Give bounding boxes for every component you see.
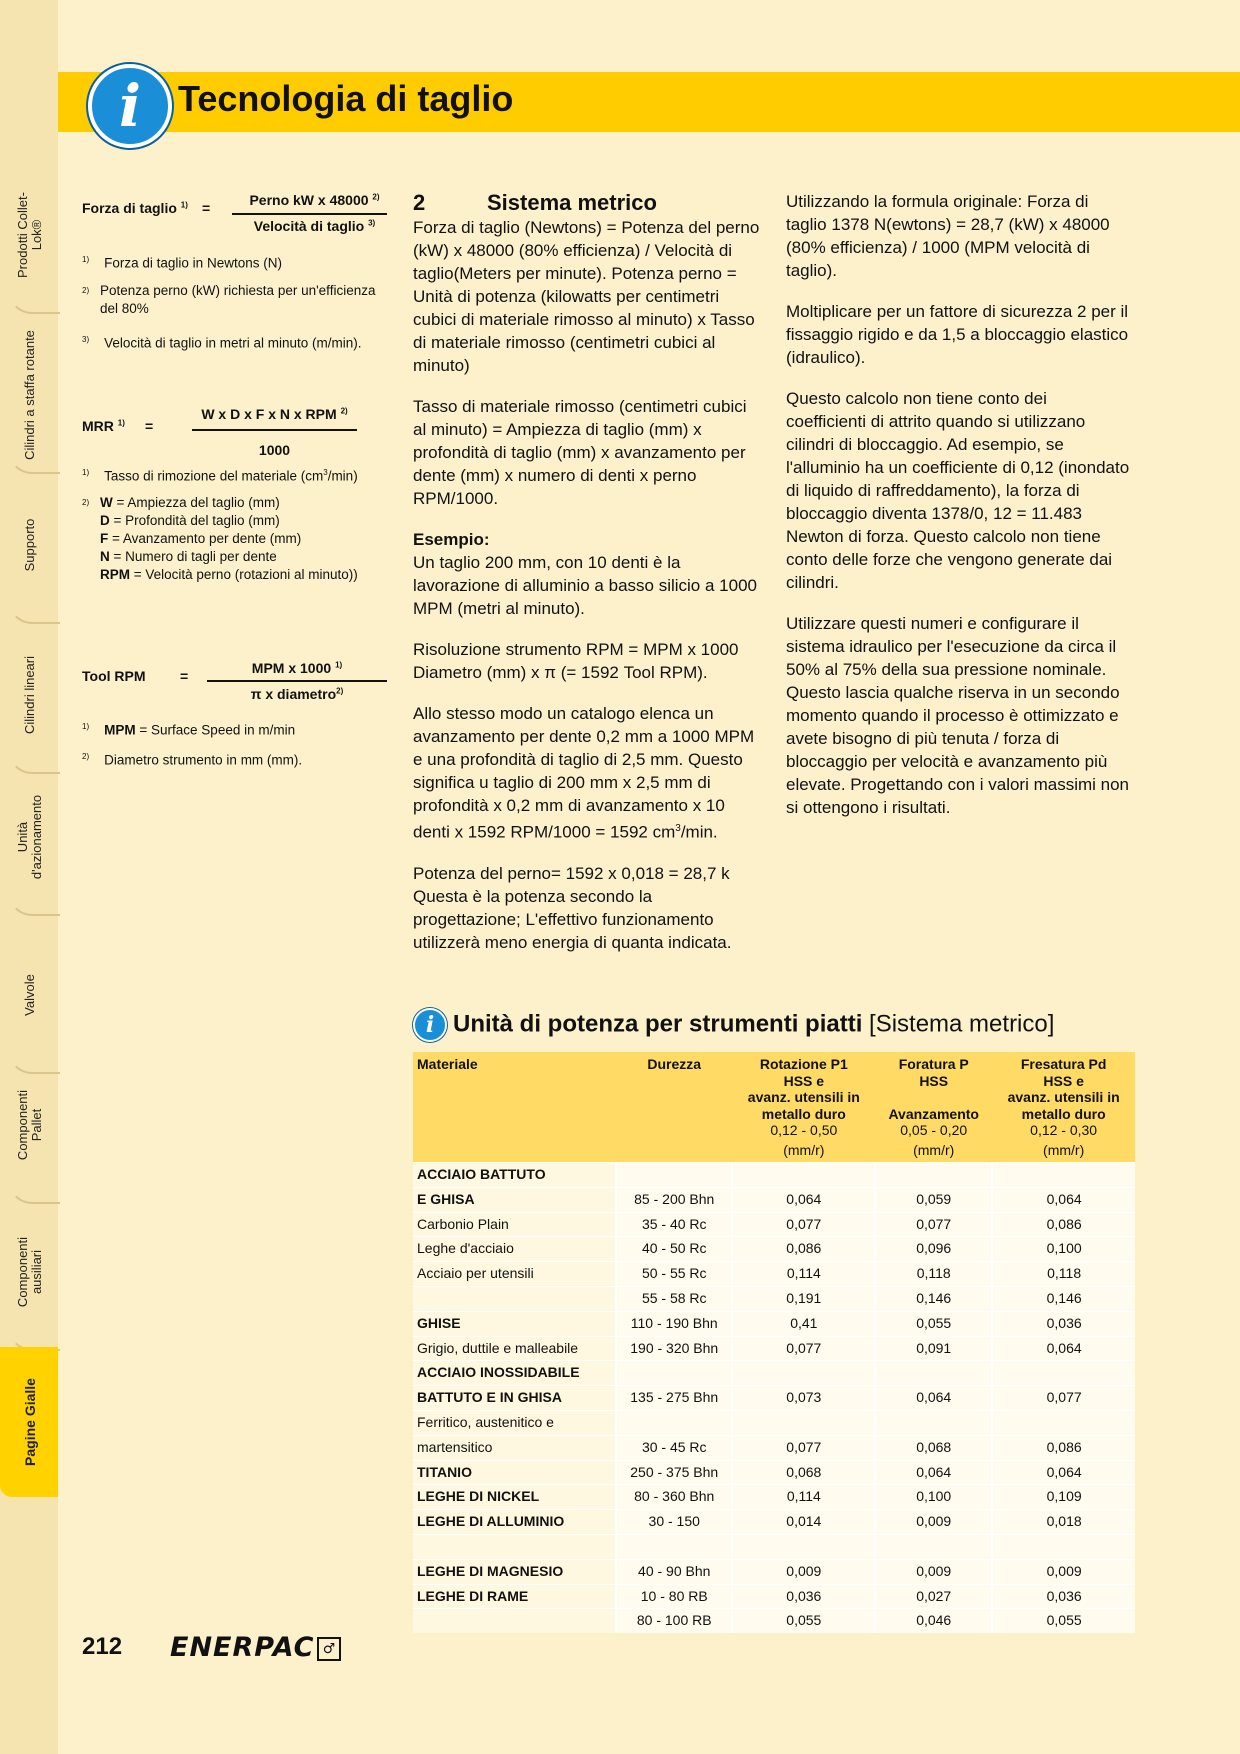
table-cell: 85 - 200 Bhn: [616, 1187, 732, 1212]
table-cell: 0,046: [875, 1609, 992, 1633]
table-cell: 30 - 45 Rc: [616, 1435, 732, 1460]
table-cell: [616, 1361, 732, 1386]
table-cell: 0,036: [992, 1584, 1135, 1609]
table-cell: [413, 1286, 616, 1311]
table-cell: 110 - 190 Bhn: [616, 1311, 732, 1336]
table-row: [413, 1435, 1135, 1460]
paragraph: Allo stesso modo un catalogo elenca un avanzamento per dente 0,2 mm a 1000 MPM e una profondità di taglio di 2,5 mm. Questo significa u taglio di 200 mm x 2,5 mm di profondità x 0,2 mm di avanzamento x 10 denti x 1592 RPM/1000 = 1592 $cm^3/\min$.: [413, 704, 755, 842]
table-row: [413, 1410, 1135, 1435]
table-row: [413, 1609, 1135, 1633]
table-cell: 0,100: [875, 1485, 992, 1510]
table-cell: 40 - 50 Rc: [616, 1237, 732, 1262]
sidebar-tab-cilindri-lineari[interactable]: [0, 620, 58, 770]
text-column-middle: [413, 190, 763, 972]
fraction-bar: [192, 429, 357, 431]
sidebar-tab-label: Prodotti Collet-Lok®: [15, 192, 44, 278]
table-cell: 40 - 90 Bhn: [616, 1559, 732, 1584]
table-cell: 0,077: [992, 1386, 1135, 1411]
table-cell: 0,073: [732, 1386, 875, 1411]
table-cell: 0,064: [992, 1460, 1135, 1485]
table-cell: [732, 1163, 875, 1188]
table-cell: 135 - 275 Bhn: [616, 1386, 732, 1411]
sidebar-tab-componenti-pallet[interactable]: [0, 1050, 58, 1200]
sidebar-tab-supporto[interactable]: [0, 470, 58, 620]
tab-divider: [8, 290, 60, 314]
footnote: 2): [82, 498, 90, 507]
sidebar-tab-valvole[interactable]: [0, 920, 58, 1070]
table-cell: BATTUTO E IN GHISA: [413, 1386, 616, 1411]
formula-equals: =: [202, 200, 211, 216]
footnote: $^{1)}$ Tasso di rimozione del materiale $(cm^3/\min)$: [82, 468, 358, 484]
sidebar-tab-label: Unità d'azionamento: [15, 794, 44, 880]
table-cell: [413, 1609, 616, 1633]
table-cell: 0,064: [875, 1460, 992, 1485]
table-cell: 0,055: [992, 1609, 1135, 1633]
table-cell: 80 - 360 Bhn: [616, 1485, 732, 1510]
column-header: Rotazione P1 HSS e avanz. utensili in metallo duro 0,12 - 0,50 (mm/r): [732, 1052, 875, 1163]
table-row: [413, 1510, 1135, 1535]
sidebar-tab-unita-azionamento[interactable]: [0, 762, 58, 912]
page-number: 212: [82, 1633, 123, 1660]
table-cell: [732, 1534, 875, 1559]
column-header: Durezza: [616, 1052, 732, 1163]
table-cell: 80 - 100 RB: [616, 1609, 732, 1633]
table-cell: [616, 1163, 732, 1188]
table-cell: martensitico: [413, 1435, 616, 1460]
table-cell: [875, 1163, 992, 1188]
page-title: Tecnologia di taglio: [178, 78, 514, 119]
table-cell: 0,068: [875, 1435, 992, 1460]
table-cell: 35 - 40 Rc: [616, 1212, 732, 1237]
table-cell: TITANIO: [413, 1460, 616, 1485]
enerpac-logo: ENERPAC ♂: [170, 1632, 341, 1663]
paragraph: Risoluzione strumento RPM = MPM x 1000 Diametro (mm) x π (= 1592 Tool RPM).: [413, 640, 739, 682]
table-row: [413, 1584, 1135, 1609]
table-row: [413, 1534, 1135, 1559]
table-cell: 0,009: [875, 1510, 992, 1535]
sidebar-tab-label: Valvole: [22, 974, 37, 1016]
table-row: [413, 1311, 1135, 1336]
formula-equals: =: [180, 668, 189, 684]
paragraph: Utilizzando la formula originale: Forza di taglio 1378 N(ewtons) = 28,7 (kW) x 48000 (80% efficienza) / 1000 (MPM velocità di taglio).: [786, 192, 1110, 280]
table-cell: Carbonio Plain: [413, 1212, 616, 1237]
table-cell: 50 - 55 Rc: [616, 1262, 732, 1287]
fraction-bar: [207, 680, 387, 682]
table-row: [413, 1212, 1135, 1237]
table-row: [413, 1262, 1135, 1287]
table-cell: Acciaio per utensili: [413, 1262, 616, 1287]
tab-divider: [8, 892, 60, 916]
sidebar-tab-pagine-gialle[interactable]: [0, 1347, 58, 1497]
section-sidebar: [0, 0, 58, 1754]
table-cell: 0,191: [732, 1286, 875, 1311]
sidebar-tab-componenti-ausiliari[interactable]: [0, 1197, 58, 1347]
footnote: $^{3)}$ Velocità di taglio in metri al minuto (m/min).: [82, 335, 362, 351]
power-units-table: [413, 1052, 1135, 1633]
table-cell: 0,009: [732, 1559, 875, 1584]
footnote: $^{2)}$ Diametro strumento in mm (mm).: [82, 752, 303, 768]
footnote: $^{1)}$ Forza di taglio in Newtons (N): [82, 255, 282, 271]
text-column-right: [786, 190, 1131, 837]
sidebar-tab-label: Supporto: [22, 518, 37, 572]
paragraph: Un taglio 200 mm, con 10 denti è la lavorazione di alluminio a basso silicio a 1000 MPM (metri al minuto).: [413, 553, 757, 618]
column-header: Materiale: [413, 1052, 616, 1163]
table-row: [413, 1237, 1135, 1262]
table-cell: 0,109: [992, 1485, 1135, 1510]
sidebar-tab-label: Cilindri lineari: [22, 655, 37, 735]
table-cell: 250 - 375 Bhn: [616, 1460, 732, 1485]
formula-denominator: Velocità di taglio $^{3)}$: [253, 218, 376, 234]
table-cell: LEGHE DI MAGNESIO: [413, 1559, 616, 1584]
table-cell: [992, 1361, 1135, 1386]
table-row: [413, 1187, 1135, 1212]
table-cell: 0,146: [875, 1286, 992, 1311]
table-cell: 0,114: [732, 1485, 875, 1510]
table-cell: [732, 1410, 875, 1435]
table-cell: 0,091: [875, 1336, 992, 1361]
table-cell: ACCIAIO BATTUTO: [413, 1163, 616, 1188]
table-row: [413, 1485, 1135, 1510]
formula-numerator: MPM x 1000 $^{1)}$: [251, 660, 343, 676]
table-cell: LEGHE DI RAME: [413, 1584, 616, 1609]
sidebar-tab-label: Pagine Gialle: [22, 1378, 38, 1466]
table-cell: 0,118: [992, 1262, 1135, 1287]
table-cell: 190 - 320 Bhn: [616, 1336, 732, 1361]
table-row: [413, 1286, 1135, 1311]
sidebar-tab-cilindri-staffa[interactable]: [0, 320, 58, 470]
table-cell: 0,086: [992, 1435, 1135, 1460]
table-cell: 0,055: [875, 1311, 992, 1336]
table-cell: Leghe d'acciaio: [413, 1237, 616, 1262]
table-cell: [875, 1534, 992, 1559]
formula-denominator: π x diametro$^{2)}$: [250, 686, 344, 702]
paragraph: Moltiplicare per un fattore di sicurezza 2 per il fissaggio rigido e da 1,5 a bloccaggio elastico (idraulico).: [786, 302, 1129, 367]
table-cell: ACCIAIO INOSSIDABILE: [413, 1361, 616, 1386]
table-cell: 0,064: [875, 1386, 992, 1411]
variable-list: W = Ampiezza del taglio (mm) D = Profondità del taglio (mm) F = Avanzamento per dente (mm) N = Numero di tagli per dente RPM = Velocità perno (rotazioni al minuto)): [100, 495, 358, 582]
paragraph: Tasso di materiale rimosso (centimetri cubici al minuto) = Ampiezza di taglio (mm) x profondità di taglio (mm) x avanzamento per dente (mm) x numero di denti x perno RPM/1000.: [413, 397, 747, 508]
sidebar-tab-label: Cilindri a staffa rotante: [22, 330, 37, 460]
formula-label: MRR $^{1)}$: [82, 418, 125, 434]
table-cell: 0,077: [875, 1212, 992, 1237]
sidebar-tab-label: Componenti ausiliari: [15, 1236, 44, 1308]
table-body: [413, 1163, 1135, 1634]
table-cell: [616, 1534, 732, 1559]
table-cell: [413, 1534, 616, 1559]
table-cell: 0,086: [732, 1237, 875, 1262]
table-cell: 0,077: [732, 1435, 875, 1460]
footnote: $^{1)}$ MPM = Surface Speed in m/min: [82, 722, 296, 738]
table-cell: GHISE: [413, 1311, 616, 1336]
table-cell: 0,055: [732, 1609, 875, 1633]
table-cell: 0,114: [732, 1262, 875, 1287]
table-cell: 0,064: [992, 1187, 1135, 1212]
paragraph: Questo calcolo non tiene conto dei coefficienti di attrito quando si utilizzano cilindri di bloccaggio. Ad esempio, se l'alluminio ha un coefficiente di 0,12 (inondato di liquido di raffreddamento), la forza di bloccaggio diventa 1378/0, 12 = 11.483 Newton di forza. Questo calcolo non tiene conto delle forze che vengono generate dai cilindri.: [786, 389, 1130, 592]
formula-denominator: 1000: [258, 442, 291, 458]
table-cell: 10 - 80 RB: [616, 1584, 732, 1609]
table-cell: [992, 1163, 1135, 1188]
table-cell: 0,077: [732, 1212, 875, 1237]
table-cell: 0,027: [875, 1584, 992, 1609]
table-cell: 0,086: [992, 1212, 1135, 1237]
table-cell: Ferritico, austenitico e: [413, 1410, 616, 1435]
table-row: [413, 1336, 1135, 1361]
formula-numerator: Perno kW x 48000 $^{2)}$: [249, 192, 380, 208]
table-cell: [875, 1410, 992, 1435]
enerpac-mark-icon: ♂: [317, 1637, 341, 1661]
table-cell: 0,41: [732, 1311, 875, 1336]
table-cell: 0,064: [992, 1336, 1135, 1361]
example-label: Esempio:: [413, 530, 490, 549]
table-cell: [732, 1361, 875, 1386]
table-cell: 0,036: [992, 1311, 1135, 1336]
formula-label: Forza di taglio $^{1)}$: [82, 200, 188, 216]
table-cell: 0,077: [732, 1336, 875, 1361]
sidebar-tab-label: Componenti Pallet: [15, 1089, 44, 1161]
table-title: i Unità di potenza per strumenti piatti [Sistema metrico]: [413, 1008, 1054, 1042]
table-cell: 0,096: [875, 1237, 992, 1262]
table-cell: 0,068: [732, 1460, 875, 1485]
fraction-bar: [232, 213, 387, 215]
table-row: [413, 1386, 1135, 1411]
table-cell: 55 - 58 Rc: [616, 1286, 732, 1311]
table-cell: LEGHE DI NICKEL: [413, 1485, 616, 1510]
table-cell: 0,036: [732, 1584, 875, 1609]
info-icon: i: [413, 1008, 447, 1042]
table-cell: 0,009: [992, 1559, 1135, 1584]
table-cell: 0,018: [992, 1510, 1135, 1535]
info-icon: i: [88, 64, 172, 148]
table-cell: 0,009: [875, 1559, 992, 1584]
table-cell: Grigio, duttile e malleabile: [413, 1336, 616, 1361]
table-row: [413, 1559, 1135, 1584]
table-cell: [616, 1410, 732, 1435]
table-cell: [992, 1410, 1135, 1435]
table-cell: 0,059: [875, 1187, 992, 1212]
footnote: $^{2)}$ Potenza perno (kW) richiesta per un'efficienza del 80%: [82, 283, 376, 316]
column-header: Foratura P HSS Avanzamento 0,05 - 0,20 (mm/r): [875, 1052, 992, 1163]
table-header-row: [413, 1052, 1135, 1163]
paragraph: Forza di taglio (Newtons) = Potenza del perno (kW) x 48000 (80% efficienza) / Velocità di taglio(Meters per minute). Potenza perno = Unità di potenza (kilowatts per centimetri cubici di materiale rimosso al minuto) x Tasso di materiale rimosso (centimetri cubici al minuto): [413, 218, 760, 375]
section-heading: 2 Sistema metrico: [413, 190, 657, 215]
table-cell: 0,064: [732, 1187, 875, 1212]
formula-equals: =: [145, 418, 154, 434]
table-cell: 0,014: [732, 1510, 875, 1535]
table-cell: LEGHE DI ALLUMINIO: [413, 1510, 616, 1535]
table-cell: E GHISA: [413, 1187, 616, 1212]
table-cell: 0,146: [992, 1286, 1135, 1311]
column-header: Fresatura Pd HSS e avanz. utensili in metallo duro 0,12 - 0,30 (mm/r): [992, 1052, 1135, 1163]
table-cell: [875, 1361, 992, 1386]
table-cell: 30 - 150: [616, 1510, 732, 1535]
table-cell: 0,118: [875, 1262, 992, 1287]
paragraph: Utilizzare questi numeri e configurare il sistema idraulico per l'esecuzione da circa il 50% al 75% della sua pressione nominale. Questo lascia qualche riserva in un secondo momento quando il processo è ottimizzato e avete bisogno di più tenuta / forza di bloccaggio per velocità e avanzamento più elevate. Progettando con i valori massimi non si ottengono i risultati.: [786, 614, 1130, 817]
paragraph: Potenza del perno= 1592 x 0,018 = 28,7 k Questa è la potenza secondo la progettazione; L'effettivo funzionamento utilizzerà meno energia di quanta indicata.: [413, 863, 732, 952]
table-row: [413, 1361, 1135, 1386]
table-row: [413, 1460, 1135, 1485]
formula-label: Tool RPM: [82, 668, 146, 684]
formula-numerator: W x D x F x N x RPM $^{2)}$: [201, 406, 348, 422]
table-row: [413, 1163, 1135, 1188]
sidebar-tab-collet-lok[interactable]: [0, 160, 58, 310]
table-cell: [992, 1534, 1135, 1559]
table-cell: 0,100: [992, 1237, 1135, 1262]
